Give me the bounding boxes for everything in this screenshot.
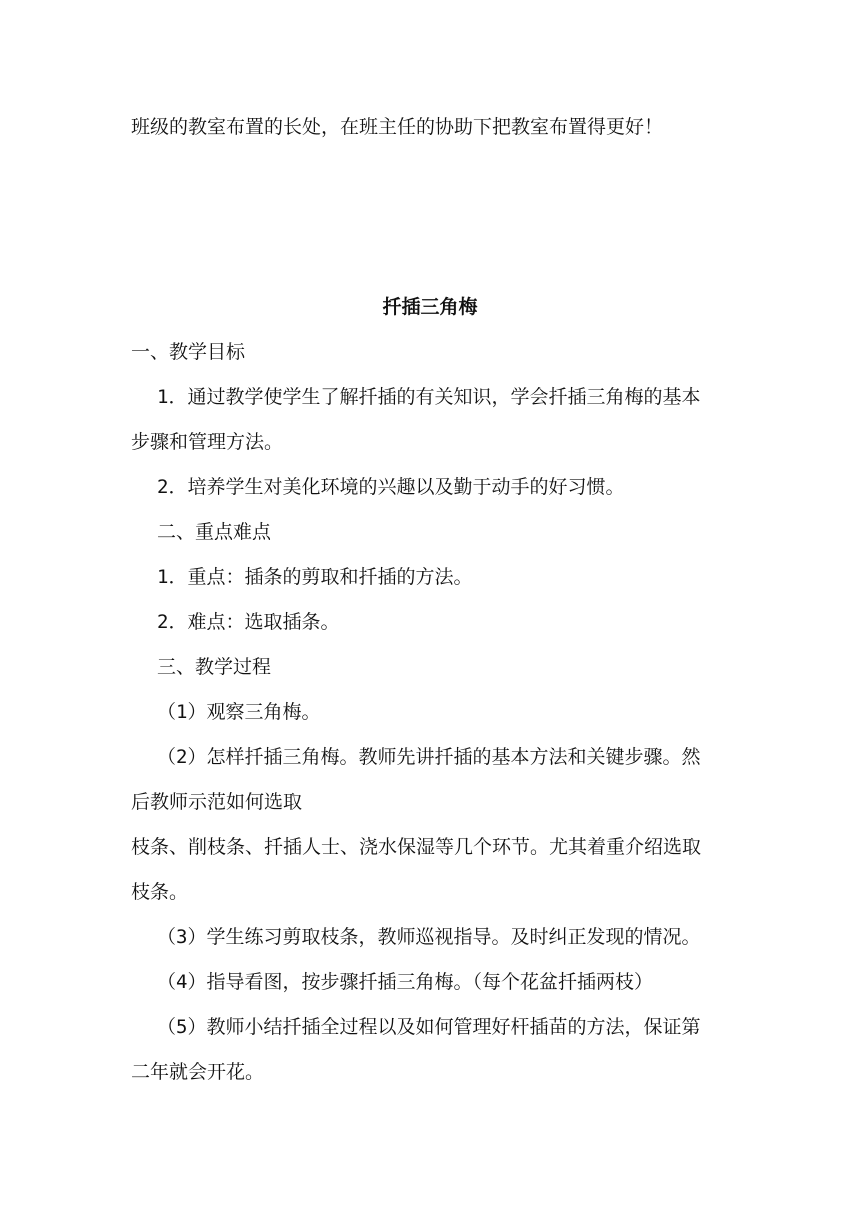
key-point-1: 1．重点：插条的剪取和扦插的方法。 <box>157 566 473 588</box>
objective-1-line-2: 步骤和管理方法。 <box>131 431 284 453</box>
key-point-2: 2．难点：选取插条。 <box>157 611 340 633</box>
process-step-3: （3）学生练习剪取枝条，教师巡视指导。及时纠正发现的情况。 <box>157 926 701 948</box>
process-step-1: （1）观察三角梅。 <box>157 701 321 723</box>
lesson-title: 扦插三角梅 <box>382 296 478 318</box>
objective-1-line-1: 1．通过教学使学生了解扦插的有关知识，学会扦插三角梅的基本 <box>157 386 701 408</box>
section-heading-objectives: 一、教学目标 <box>131 341 246 363</box>
section-heading-key-points: 二、重点难点 <box>157 521 272 543</box>
process-step-2-line-2: 后教师示范如何选取 <box>131 791 303 813</box>
process-step-2-line-1: （2）怎样扦插三角梅。教师先讲扦插的基本方法和关键步骤。然 <box>157 746 701 768</box>
process-step-2-line-3: 枝条、削枝条、扦插人士、浇水保湿等几个环节。尤其着重介绍选取 <box>131 836 702 858</box>
process-step-5-line-1: （5）教师小结扦插全过程以及如何管理好杆插苗的方法，保证第 <box>157 1016 701 1038</box>
process-step-4: （4）指导看图，按步骤扦插三角梅。（每个花盆扦插两枝） <box>157 971 653 993</box>
process-step-5-line-2: 二年就会开花。 <box>131 1061 265 1083</box>
intro-paragraph: 班级的教室布置的长处，在班主任的协助下把教室布置得更好！ <box>131 116 664 138</box>
process-step-2-line-4: 枝条。 <box>131 881 189 903</box>
section-heading-process: 三、教学过程 <box>157 656 272 678</box>
objective-2: 2．培养学生对美化环境的兴趣以及勤于动手的好习惯。 <box>157 476 625 498</box>
